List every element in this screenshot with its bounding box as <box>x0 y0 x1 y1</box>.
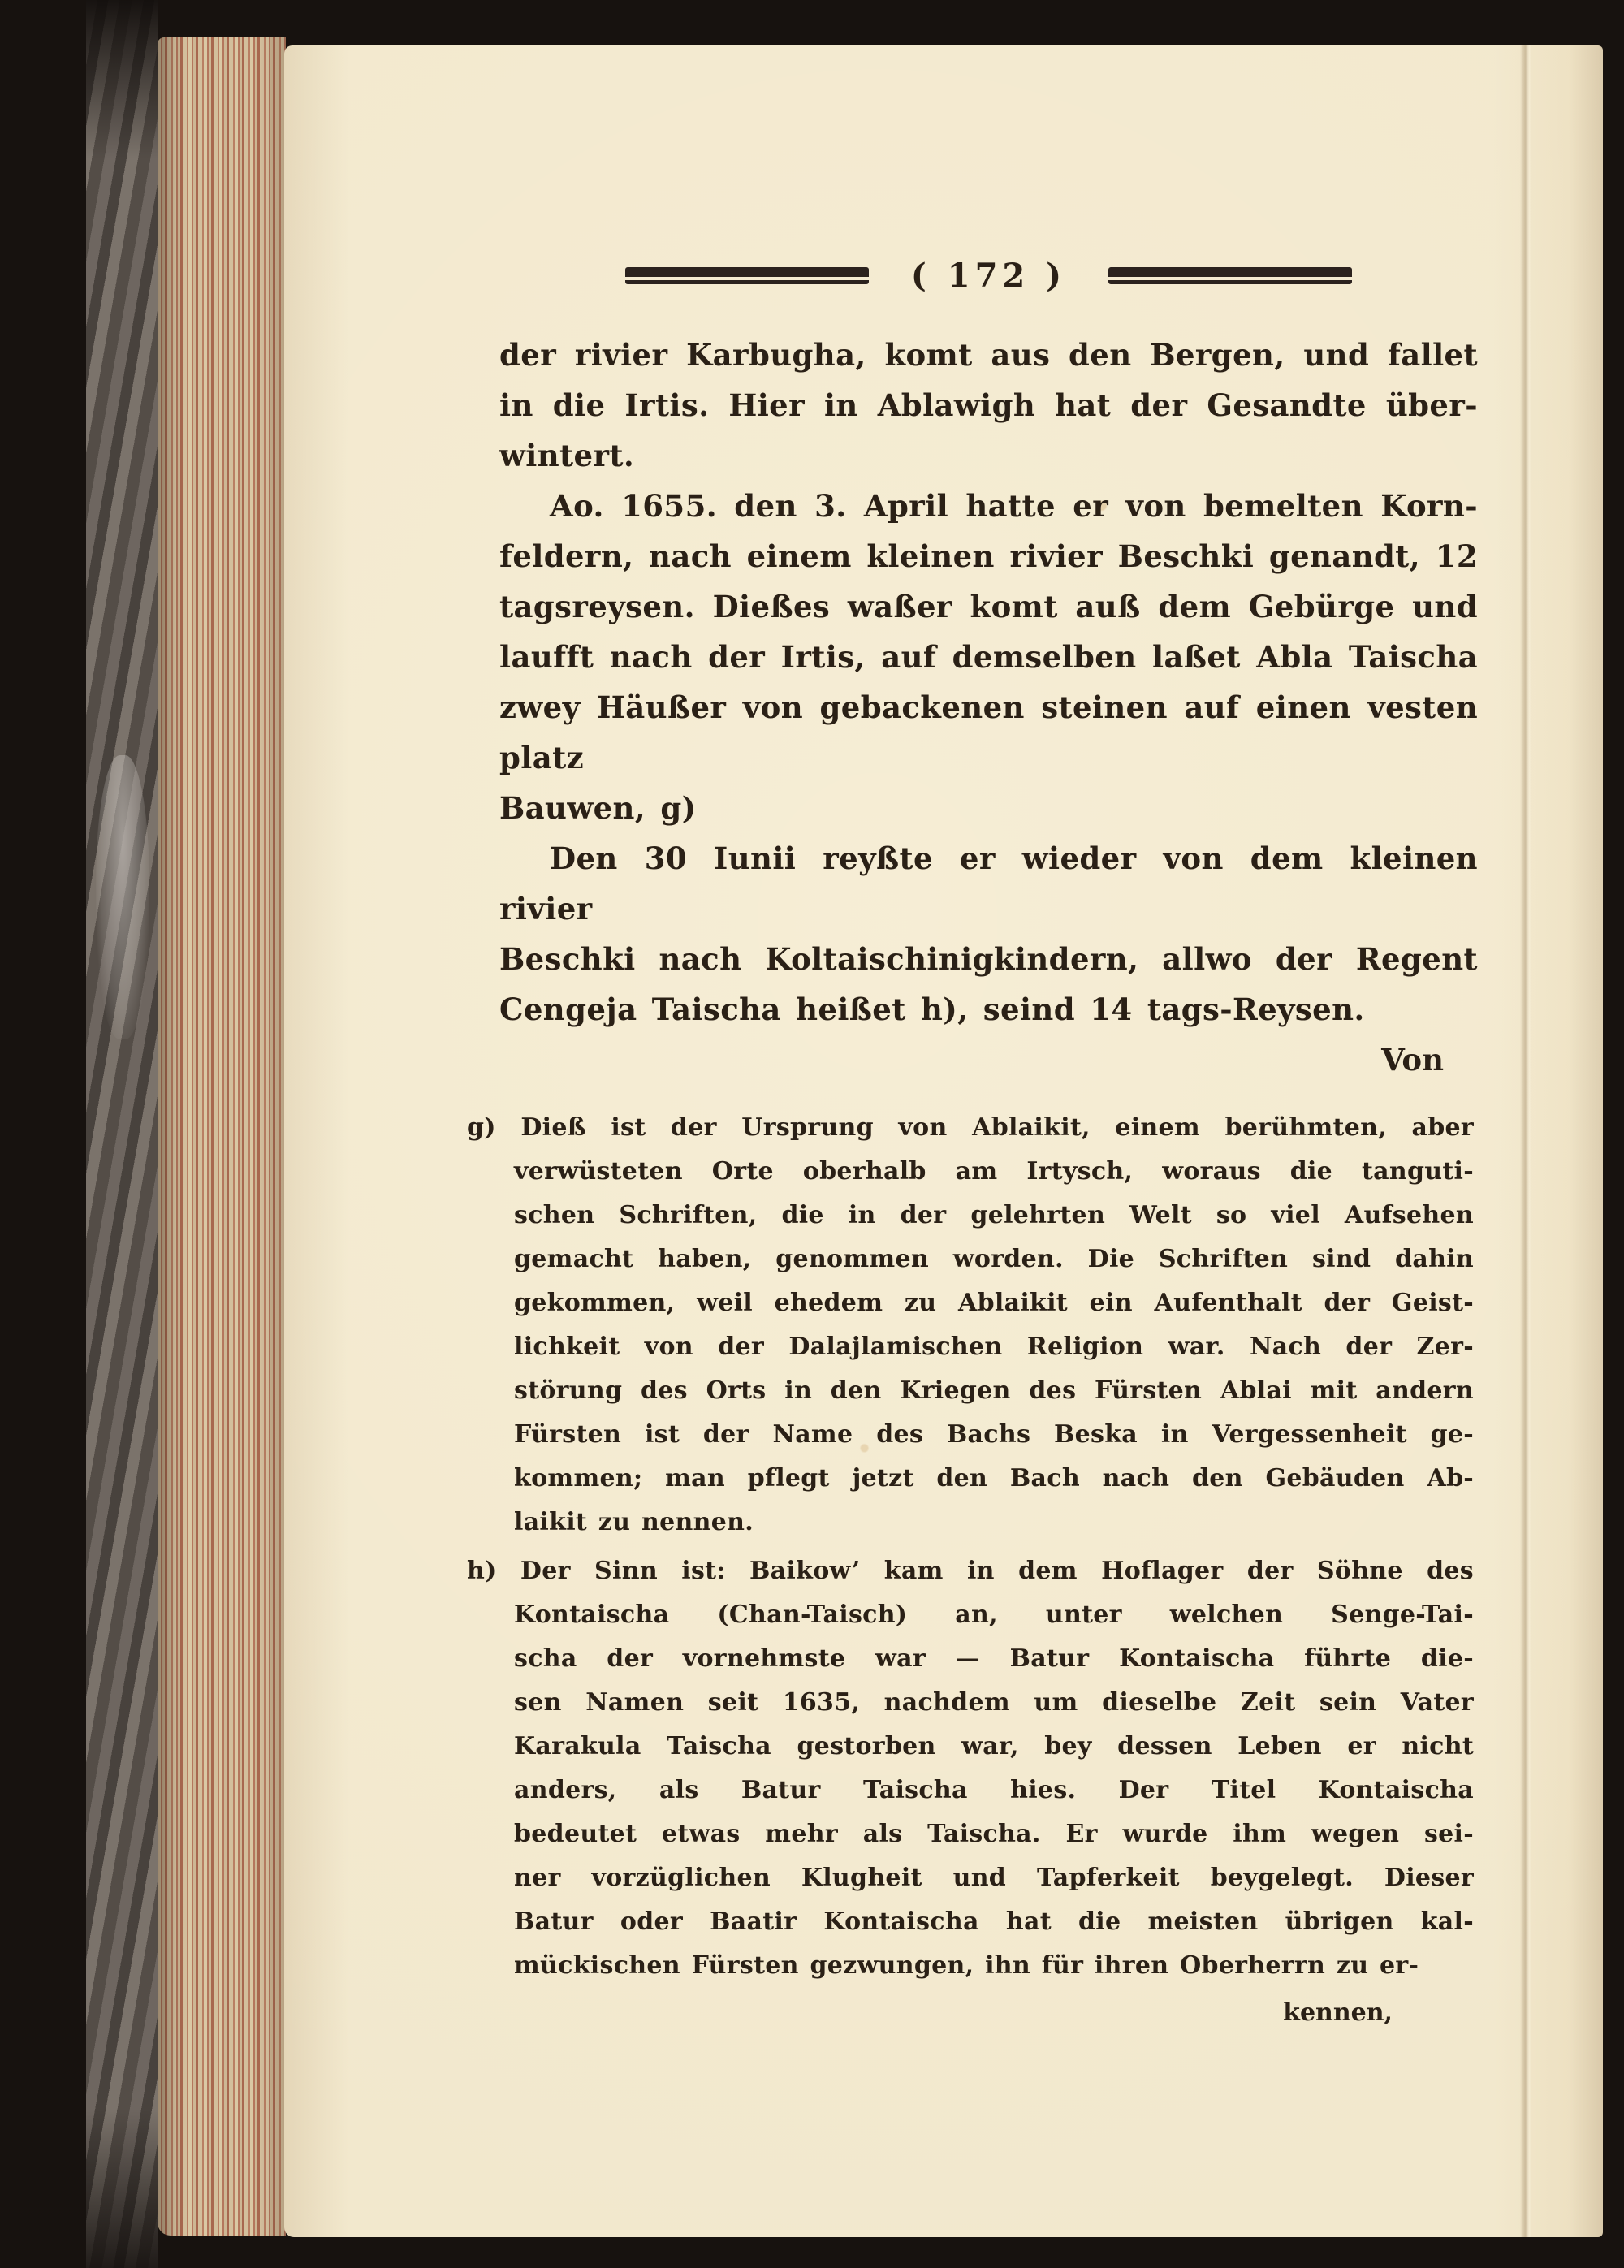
text-line: Cengeja Taischa heißet h), seind 14 tags-Reysen. <box>499 991 1365 1027</box>
text-line: kommen; man pflegt jetzt den Bach nach den Gebäuden Ab- <box>514 1464 1474 1493</box>
text-line: Den 30 Iunii reyßte er wieder von dem kleinen rivier <box>499 840 1478 927</box>
text-line: Batur oder Baatir Kontaischa hat die meisten übrigen kal- <box>514 1907 1474 1936</box>
text-line: g) Dieß ist der Ursprung von Ablaikit, einem berühmten, aber <box>467 1113 1474 1142</box>
text-line: wintert. <box>499 438 635 473</box>
text-line: Ao. 1655. den 3. April hatte er von bemelten Korn- <box>550 488 1478 524</box>
book-page <box>284 45 1603 2237</box>
text-line: feldern, nach einem kleinen rivier Beschki genandt, 12 <box>499 538 1478 574</box>
header-rule-right <box>1108 267 1352 284</box>
text-line: laikit zu nennen. <box>514 1508 754 1536</box>
paragraph-ao-1655 <box>499 481 1478 833</box>
page-header <box>499 250 1478 300</box>
text-line: laufft nach der Irtis, auf demselben laßet Abla Taischa <box>499 639 1478 675</box>
page-content <box>284 45 1603 2237</box>
text-line: der rivier Karbugha, komt aus den Bergen, und fallet <box>499 337 1478 373</box>
footnote-g <box>467 1106 1474 1544</box>
text-line: lichkeit von der Dalajlamischen Religion war. Nach der Zer- <box>514 1333 1474 1361</box>
text-line: in die Irtis. Hier in Ablawigh hat der Gesandte über- <box>499 387 1478 423</box>
paragraph-continuation <box>499 330 1478 481</box>
main-text <box>499 330 1478 1085</box>
footnotes <box>467 1106 1474 2035</box>
text-line: mückischen Fürsten gezwungen, ihn für ihren Oberherrn zu er- <box>514 1951 1419 1980</box>
page-edges-stack <box>158 37 286 2236</box>
text-line: schen Schriften, die in der gelehrten Welt so viel Aufsehen <box>514 1201 1474 1229</box>
text-line: verwüsteten Orte oberhalb am Irtysch, woraus die tanguti- <box>514 1157 1474 1186</box>
footnote-h <box>467 1549 1474 1988</box>
text-line: Karakula Taischa gestorben war, bey dessen Leben er nicht <box>514 1732 1474 1760</box>
page-number: ( 172 ) <box>910 256 1067 295</box>
text-line: ner vorzüglichen Klugheit und Tapferkeit beygelegt. Dieser <box>514 1864 1474 1892</box>
cover-wear-patch <box>96 755 149 1039</box>
text-line: bedeutet etwas mehr als Taischa. Er wurde ihm wegen sei- <box>514 1820 1474 1848</box>
catchword-footnote: kennen, <box>1283 1998 1393 2027</box>
header-rule-left <box>625 267 869 284</box>
text-line: gekommen, weil ehedem zu Ablaikit ein Aufenthalt der Geist- <box>514 1289 1474 1317</box>
text-line: sen Namen seit 1635, nachdem um dieselbe Zeit sein Vater <box>514 1688 1474 1717</box>
text-line: Bauwen, g) <box>499 790 697 826</box>
text-line: zwey Häußer von gebackenen steinen auf einen vesten platz <box>499 689 1478 775</box>
catchword-main: Von <box>1381 1042 1444 1078</box>
text-line: scha der vornehmste war — Batur Kontaischa führte die- <box>514 1644 1474 1673</box>
text-line: tagsreysen. Dießes waßer komt auß dem Gebürge und <box>499 589 1478 624</box>
text-line: h) Der Sinn ist: Baikow’ kam in dem Hoflager der Söhne des <box>467 1557 1474 1585</box>
text-line: Beschki nach Koltaischinigkindern, allwo der Regent <box>499 941 1478 977</box>
text-line: Kontaischa (Chan-Taisch) an, unter welchen Senge-Tai- <box>514 1601 1474 1629</box>
text-line: anders, als Batur Taischa hies. Der Titel Kontaischa <box>514 1776 1474 1804</box>
text-line: Fürsten ist der Name des Bachs Beska in Vergessenheit ge- <box>514 1420 1474 1449</box>
paragraph-den-30-iunii <box>499 833 1478 1035</box>
text-line: gemacht haben, genommen worden. Die Schriften sind dahin <box>514 1245 1474 1273</box>
text-line: störung des Orts in den Kriegen des Fürsten Ablai mit andern <box>514 1376 1474 1405</box>
book-cover-edge <box>86 0 158 2268</box>
